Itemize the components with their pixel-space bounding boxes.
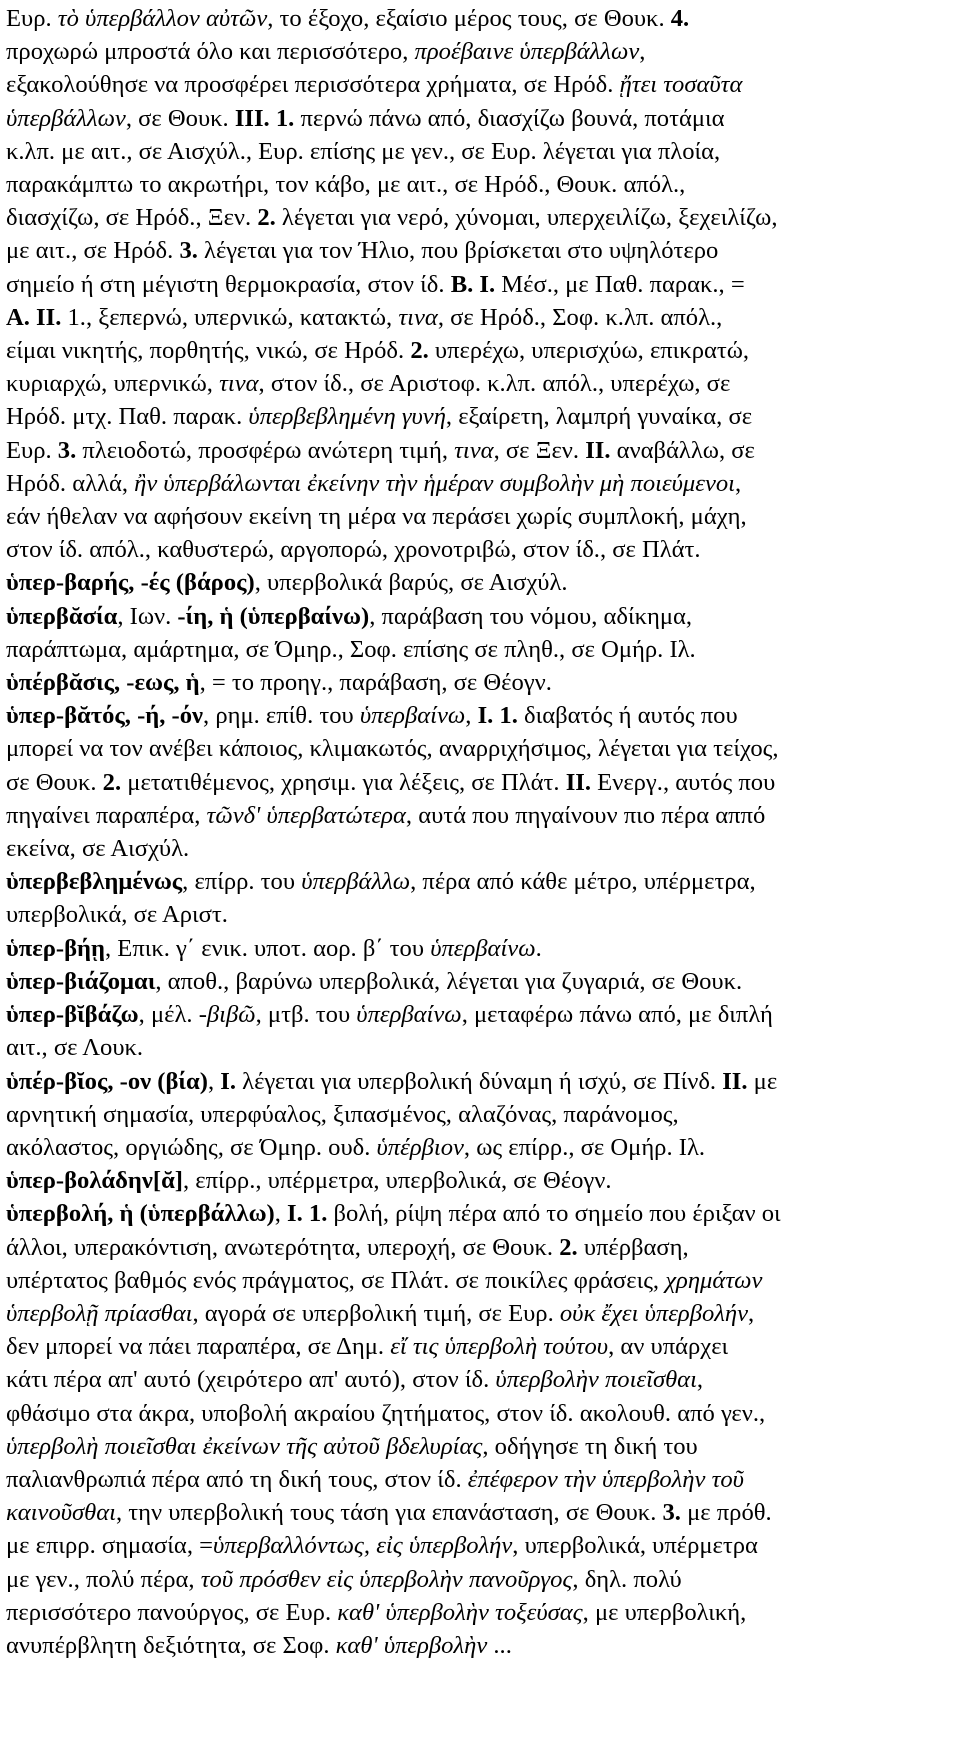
text-line	[6, 1297, 954, 1330]
text-line	[6, 1065, 954, 1098]
gloss-text: σημείο ή στη μέγιστη θερμοκρασία, στον ίδ.	[6, 270, 451, 298]
gloss-text: με πρόθ.	[680, 1499, 772, 1527]
gloss-text: υπέρβαση,	[577, 1233, 689, 1261]
gloss-text: , μεταφέρω πάνω από, με διπλή	[461, 1001, 773, 1029]
greek-citation: -βιβῶ	[198, 1001, 256, 1029]
greek-citation: ὑπέρβιον	[376, 1133, 464, 1161]
gloss-text: στον ίδ. απόλ., καθυστερώ, αργοπορώ, χρονοτριβώ, στον ίδ., σε Πλάτ.	[6, 536, 701, 564]
headword-or-sense-number: ὑπερ-βολάδην[ᾰ]	[6, 1167, 183, 1195]
gloss-text: Ενεργ., αυτός που	[591, 768, 776, 796]
text-line	[6, 234, 954, 267]
headword-or-sense-number: 2.	[559, 1233, 578, 1261]
headword-or-sense-number: ὑπερ-βᾰτός, -ή, -όν	[6, 702, 204, 730]
gloss-text: δεν μπορεί να πάει παραπέρα, σε Δημ.	[6, 1333, 391, 1361]
headword-or-sense-number: Α. ΙΙ.	[6, 303, 62, 331]
gloss-text: αιτ., σε Λουκ.	[6, 1034, 144, 1062]
gloss-text: σε Θουκ.	[6, 768, 103, 796]
gloss-text: , ρημ. επίθ. του	[203, 702, 360, 730]
greek-citation: χρημάτων	[665, 1266, 763, 1294]
greek-citation: προέβαινε ὑπερβάλλων	[414, 38, 640, 66]
headword-or-sense-number: ΙΙ.	[565, 768, 592, 796]
gloss-text: , επίρρ., υπέρμετρα, υπερβολικά, σε Θέογν.	[182, 1167, 612, 1195]
gloss-text: ,	[465, 702, 478, 730]
text-line	[6, 1231, 954, 1264]
gloss-text: ανυπέρβλητη δεξιότητα, σε Σοφ.	[6, 1631, 336, 1659]
gloss-text: άλλοι, υπερακόντιση, ανωτερότητα, υπεροχή, σε Θουκ.	[6, 1233, 560, 1261]
greek-citation: ὑπερβολῇ πρίασθαι	[6, 1299, 193, 1327]
greek-citation: ὑπερβαίνω	[359, 702, 466, 730]
text-line	[6, 732, 954, 765]
text-line	[6, 1563, 954, 1596]
gloss-text: ,	[639, 38, 646, 66]
gloss-text: 1., ξεπερνώ, υπερνικώ, κατακτώ,	[61, 303, 399, 331]
text-line	[6, 2, 954, 35]
text-line	[6, 566, 954, 599]
headword-or-sense-number: 2.	[257, 204, 276, 232]
text-line	[6, 898, 954, 931]
headword-or-sense-number: 2.	[102, 768, 122, 796]
text-line	[6, 666, 954, 699]
greek-citation: καθ' ὑπερβολὴν	[335, 1631, 488, 1659]
headword-or-sense-number: ὑπερ-βαρής, -ές (βάρος)	[6, 569, 255, 597]
gloss-text: Ηρόδ. αλλά,	[6, 469, 135, 497]
greek-citation: ὑπερβαίνω	[430, 934, 536, 962]
text-line	[6, 367, 954, 400]
gloss-text: διασχίζω, σε Ηρόδ., Ξεν.	[6, 204, 258, 232]
text-line	[6, 998, 954, 1031]
gloss-text: μετατιθέμενος, χρησιμ. για λέξεις, σε Πλάτ.	[121, 768, 566, 796]
gloss-text: Ηρόδ. μτχ. Παθ. παρακ.	[6, 403, 249, 431]
gloss-text: υπέρτατος βαθμός ενός πράγματος, σε Πλάτ. σε ποικίλες φράσεις,	[6, 1266, 666, 1294]
text-line	[6, 1197, 954, 1230]
gloss-text: εκείνα, σε Αισχύλ.	[6, 835, 190, 863]
gloss-text: διαβατός ή αυτός που	[517, 702, 738, 730]
text-line	[6, 434, 954, 467]
text-line	[6, 1164, 954, 1197]
headword-or-sense-number: 2.	[410, 337, 429, 365]
gloss-text: ,	[735, 469, 742, 497]
headword-or-sense-number: ΙΙΙ. 1.	[234, 104, 295, 132]
greek-citation: ὑπερβαίνω	[356, 1001, 462, 1029]
headword-or-sense-number: 3.	[662, 1499, 681, 1527]
headword-or-sense-number: ὑπερβολή, ἡ (ὑπερβάλλω)	[6, 1200, 275, 1228]
gloss-text: υπερβολικά, σε Αριστ.	[6, 901, 228, 929]
gloss-text: , δηλ. πολύ	[572, 1565, 682, 1593]
headword-or-sense-number: ὑπέρβᾰσις, -εως, ἡ	[6, 669, 200, 697]
headword-or-sense-number: 4.	[670, 5, 690, 32]
gloss-text: ,	[207, 1067, 221, 1095]
gloss-text: , μέλ.	[138, 1001, 199, 1029]
gloss-text: ,	[274, 1200, 288, 1228]
text-line	[6, 1264, 954, 1297]
gloss-text: , Ιων.	[117, 602, 178, 630]
gloss-text: , μτβ. του	[255, 1001, 357, 1029]
headword-or-sense-number: -ίη, ἡ (ὑπερβαίνω)	[177, 602, 370, 630]
text-line	[6, 201, 954, 234]
gloss-text: , σε Θουκ.	[125, 104, 235, 132]
gloss-text: πηγαίνει παραπέρα,	[6, 801, 207, 829]
gloss-text: , πέρα από κάθε μέτρο, υπέρμετρα,	[410, 868, 756, 896]
text-line	[6, 865, 954, 898]
headword-or-sense-number: ΙΙ.	[585, 436, 611, 464]
text-line	[6, 102, 954, 135]
gloss-text: , αυτά που πηγαίνουν πιο πέρα αππό	[405, 801, 766, 829]
headword-or-sense-number: Ι.	[220, 1067, 236, 1095]
greek-citation: τοῦ πρόσθεν εἰς ὑπερβολὴν πανοῦργος	[200, 1565, 573, 1593]
gloss-text: Ευρ.	[6, 5, 58, 32]
headword-or-sense-number: 3.	[57, 436, 77, 464]
text-line	[6, 301, 954, 334]
text-line	[6, 600, 954, 633]
gloss-text: κάτι πέρα απ' αυτό (χειρότερο απ' αυτό), στον ίδ.	[6, 1366, 496, 1394]
text-line	[6, 467, 954, 500]
headword-or-sense-number: ὑπερ-βιάζομαι	[6, 967, 156, 995]
gloss-text: , αποθ., βαρύνω υπερβολικά, λέγεται για ζυγαριά, σε Θουκ.	[155, 967, 743, 995]
greek-citation: ἐπέφερον τὴν ὑπερβολὴν τοῦ	[467, 1465, 744, 1493]
headword-or-sense-number: ὑπερ-βῐβάζω	[6, 1001, 139, 1029]
greek-citation: τινα	[219, 370, 259, 398]
gloss-text: , επίρρ. του	[182, 868, 302, 896]
greek-citation: ἢν ὑπερβάλωνται ἐκείνην τὴν ἡμέραν συμβολὴν μὴ ποιεύμενοι	[134, 469, 736, 497]
greek-citation: καινοῦσθαι	[6, 1499, 116, 1527]
text-line	[6, 68, 954, 101]
gloss-text: , σε Ξεν.	[493, 436, 586, 464]
text-line	[6, 699, 954, 732]
gloss-text: ,	[696, 1366, 704, 1394]
greek-citation: τινα	[454, 436, 494, 464]
gloss-text: , εξαίρετη, λαμπρή γυναίκα, σε	[445, 403, 753, 431]
text-line	[6, 633, 954, 666]
gloss-text: πλειοδοτώ, προσφέρω ανώτερη τιμή,	[76, 436, 455, 464]
text-line	[6, 334, 954, 367]
text-line	[6, 1629, 954, 1662]
gloss-text: φθάσιμο στα άκρα, υποβολή ακραίου ζητήματος, στον ίδ. ακολουθ. από γεν.,	[6, 1399, 766, 1427]
gloss-text: λέγεται για υπερβολική δύναμη ή ισχύ, σε Πίνδ.	[236, 1067, 723, 1095]
text-line	[6, 1397, 954, 1430]
text-line	[6, 965, 954, 998]
gloss-text: , σε Ηρόδ., Σοφ. κ.λπ. απόλ.,	[437, 303, 723, 331]
gloss-text: αναβάλλω, σε	[610, 436, 755, 464]
greek-citation: ᾔτει τοσαῦτα	[619, 71, 743, 99]
headword-or-sense-number: Β. Ι.	[450, 270, 496, 298]
gloss-text: , ως επίρρ., σε Ομήρ. Ιλ.	[463, 1133, 706, 1161]
gloss-text: αρνητική σημασία, υπερφύαλος, ξιπασμένος, αλαζόνας, παράνομος,	[6, 1100, 679, 1128]
text-line	[6, 1363, 954, 1396]
gloss-text: προχωρώ μπροστά όλο και περισσότερο,	[6, 38, 415, 66]
text-line	[6, 1430, 954, 1463]
gloss-text: , παράβαση του νόμου, αδίκημα,	[369, 602, 693, 630]
gloss-text: ακόλαστος, οργιώδης, σε Όμηρ. ουδ.	[6, 1133, 377, 1161]
text-line	[6, 1098, 954, 1131]
headword-or-sense-number: ὑπερ-βήῃ	[6, 934, 105, 962]
gloss-text: ...	[487, 1631, 512, 1659]
text-line	[6, 1529, 954, 1562]
gloss-text: , το έξοχο, εξαίσιο μέρος τους, σε Θουκ.	[267, 5, 671, 32]
greek-citation: τὸ ὑπερβάλλον αὐτῶν	[57, 5, 268, 32]
headword-or-sense-number: 3.	[179, 237, 198, 265]
gloss-text: , στον ίδ., σε Αριστοφ. κ.λπ. απόλ., υπερέχω, σε	[258, 370, 731, 398]
text-line	[6, 1463, 954, 1496]
gloss-text: παρακάμπτω το ακρωτήρι, τον κάβο, με αιτ., σε Ηρόδ., Θουκ. απόλ.,	[6, 171, 686, 199]
text-line	[6, 400, 954, 433]
text-line	[6, 1496, 954, 1529]
headword-or-sense-number: ὑπερβᾰσία	[6, 602, 118, 630]
greek-citation: ὑπερβαλλόντως, εἰς ὑπερβολήν	[212, 1532, 513, 1560]
headword-or-sense-number: ΙΙ.	[722, 1067, 748, 1095]
gloss-text: περνώ πάνω από, διασχίζω βουνά, ποτάμια	[294, 104, 725, 132]
gloss-text: μπορεί να τον ανέβει κάποιος, κλιμακωτός, αναρριχήσιμος, λέγεται για τείχος,	[6, 735, 779, 763]
gloss-text: , με υπερβολική,	[582, 1598, 747, 1626]
gloss-text: κ.λπ. με αιτ., σε Αισχύλ., Ευρ. επίσης με γεν., σε Ευρ. λέγεται για πλοία,	[6, 137, 721, 165]
text-line	[6, 533, 954, 566]
gloss-text: , αγορά σε υπερβολική τιμή, σε Ευρ.	[192, 1299, 560, 1327]
gloss-text: , αν υπάρχει	[608, 1333, 729, 1361]
greek-citation: οὐκ ἔχει ὑπερβολήν	[559, 1299, 749, 1327]
text-line	[6, 1031, 954, 1064]
greek-citation: τῶνδ' ὑπερβατώτερα	[206, 801, 406, 829]
gloss-text: εάν ήθελαν να αφήσουν εκείνη τη μέρα να περάσει χωρίς συμπλοκή, μάχη,	[6, 503, 747, 531]
headword-or-sense-number: Ι. 1.	[477, 702, 518, 730]
gloss-text: υπερέχω, υπερισχύω, επικρατώ,	[428, 337, 750, 365]
gloss-text: Μέσ., με Παθ. παρακ., =	[495, 270, 745, 298]
greek-citation: τινα	[398, 303, 438, 331]
gloss-text: κυριαρχώ, υπερνικώ,	[6, 370, 220, 398]
text-line	[6, 766, 954, 799]
text-line	[6, 1596, 954, 1629]
gloss-text: , = το προηγ., παράβαση, σε Θέογν.	[199, 669, 552, 697]
gloss-text: με αιτ., σε Ηρόδ.	[6, 237, 180, 265]
greek-citation: εἴ τις ὑπερβολὴ τούτου	[390, 1333, 609, 1361]
gloss-text: .	[535, 934, 542, 962]
text-line	[6, 832, 954, 865]
gloss-text: με επιρρ. σημασία, =	[6, 1532, 213, 1560]
greek-citation: ὑπερβεβλημένη γυνή	[248, 403, 446, 431]
headword-or-sense-number: Ι. 1.	[287, 1200, 328, 1228]
gloss-text: λέγεται για τον Ήλιο, που βρίσκεται στο υψηλότερο	[197, 237, 719, 265]
gloss-text: με	[747, 1067, 778, 1095]
text-line	[6, 135, 954, 168]
greek-citation: ὑπερβάλλω	[301, 868, 411, 896]
gloss-text: παράπτωμα, αμάρτημα, σε Όμηρ., Σοφ. επίσης σε πληθ., σε Ομήρ. Ιλ.	[6, 635, 696, 663]
gloss-text: εξακολούθησε να προσφέρει περισσότερα χρήματα, σε Ηρόδ.	[6, 71, 620, 99]
gloss-text: , Επικ. γ΄ ενικ. υποτ. αορ. β΄ του	[105, 934, 431, 962]
text-line	[6, 799, 954, 832]
text-line	[6, 932, 954, 965]
gloss-text: , την υπερβολική τους τάση για επανάσταση, σε Θουκ.	[116, 1499, 663, 1527]
gloss-text: βολή, ρίψη πέρα από το σημείο που έριξαν οι	[327, 1200, 781, 1228]
headword-or-sense-number: ὑπερβεβλημένως	[6, 868, 183, 896]
greek-citation: ὑπερβολὴ ποιεῖσθαι ἐκείνων τῆς αὐτοῦ βδελυρίας	[6, 1432, 483, 1460]
text-line	[6, 1131, 954, 1164]
gloss-text: Ευρ.	[6, 436, 58, 464]
gloss-text: είμαι νικητής, πορθητής, νικώ, σε Ηρόδ.	[6, 337, 411, 365]
text-line	[6, 168, 954, 201]
headword-or-sense-number: ὑπέρ-βῐος, -ον (βία)	[6, 1067, 208, 1095]
gloss-text: παλιανθρωπιά πέρα από τη δική τους, στον ίδ.	[6, 1465, 468, 1493]
greek-citation: ὑπερβολὴν ποιεῖσθαι	[495, 1366, 697, 1394]
gloss-text: ,	[748, 1299, 755, 1327]
greek-citation: καθ' ὑπερβολὴν τοξεύσας	[337, 1598, 583, 1626]
gloss-text: , υπερβολικά βαρύς, σε Αισχύλ.	[254, 569, 568, 597]
gloss-text: λέγεται για νερό, χύνομαι, υπερχειλίζω, ξεχειλίζω,	[275, 204, 778, 232]
greek-citation: ὑπερβάλλων	[6, 104, 126, 132]
text-line	[6, 35, 954, 68]
gloss-text: περισσότερο πανούργος, σε Ευρ.	[6, 1598, 338, 1626]
gloss-text: , υπερβολικά, υπέρμετρα	[512, 1532, 758, 1560]
text-line	[6, 268, 954, 301]
gloss-text: με γεν., πολύ πέρα,	[6, 1565, 201, 1593]
text-line	[6, 500, 954, 533]
text-line	[6, 1330, 954, 1363]
gloss-text: , οδήγησε τη δική του	[482, 1432, 698, 1460]
